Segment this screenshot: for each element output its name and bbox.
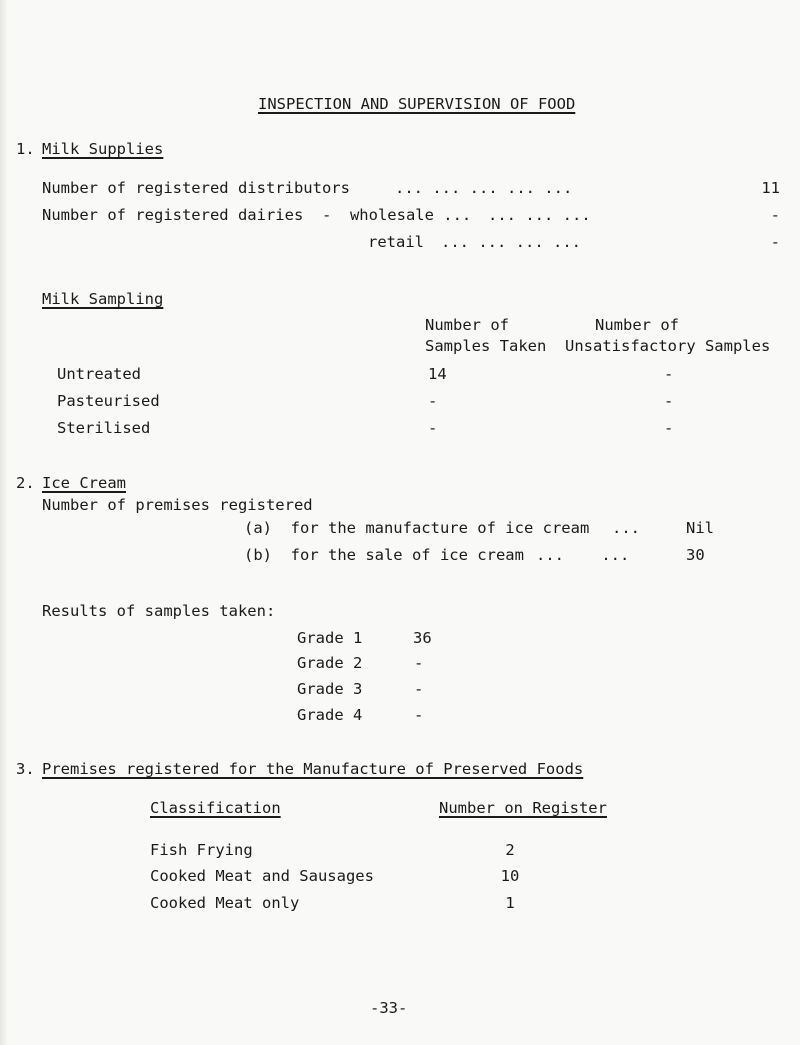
- dairies-retail-value: -: [770, 233, 780, 251]
- untreated-unsatisfactory: -: [664, 365, 674, 383]
- grade-4-value: -: [414, 706, 424, 724]
- premises-sale-leaders: ... ...: [536, 546, 630, 564]
- cooked-meat-only-value: 1: [505, 894, 515, 912]
- dairies-retail-label: retail: [368, 233, 424, 251]
- grade-3-label: Grade 3: [297, 680, 363, 698]
- dairies-wholesale-value: -: [770, 206, 780, 224]
- grade-3-value: -: [414, 680, 424, 698]
- pasteurised-taken: -: [428, 392, 438, 410]
- premises-manufacture-leaders: ...: [612, 519, 640, 537]
- sterilised-unsatisfactory: -: [664, 419, 674, 437]
- premises-sale-label: (b) for the sale of ice cream: [244, 546, 524, 564]
- samples-taken-header-line2: Samples Taken: [425, 337, 547, 355]
- classification-header: Classification: [150, 799, 281, 817]
- premises-registered-label: Number of premises registered: [42, 496, 313, 514]
- fish-frying-value: 2: [505, 841, 515, 859]
- milk-supplies-heading: Milk Supplies: [42, 140, 164, 158]
- grade-2-label: Grade 2: [297, 654, 363, 672]
- sterilised-label: Sterilised: [57, 419, 151, 437]
- cooked-meat-sausages-label: Cooked Meat and Sausages: [150, 867, 374, 885]
- cooked-meat-only-label: Cooked Meat only: [150, 894, 300, 912]
- milk-sampling-heading: Milk Sampling: [42, 290, 164, 308]
- pasteurised-label: Pasteurised: [57, 392, 160, 410]
- section-number-3: 3.: [16, 760, 35, 778]
- ice-cream-heading: Ice Cream: [42, 474, 126, 492]
- untreated-taken: 14: [428, 365, 447, 383]
- grade-1-label: Grade 1: [297, 629, 363, 647]
- unsatisfactory-header-line1: Number of: [595, 316, 679, 334]
- premises-manufacture-value: Nil: [686, 519, 714, 537]
- dairies-wholesale-label: Number of registered dairies - wholesale ...: [42, 206, 472, 224]
- page-title: INSPECTION AND SUPERVISION OF FOOD: [258, 95, 576, 113]
- untreated-label: Untreated: [57, 365, 141, 383]
- grade-4-label: Grade 4: [297, 706, 363, 724]
- grade-2-value: -: [414, 654, 424, 672]
- fish-frying-label: Fish Frying: [150, 841, 253, 859]
- premises-sale-value: 30: [686, 546, 705, 564]
- preserved-foods-heading: Premises registered for the Manufacture of Preserved Foods: [42, 760, 584, 778]
- page-number: -33-: [370, 999, 408, 1017]
- dairies-retail-leaders: ... ... ... ...: [441, 233, 581, 251]
- number-on-register-header: Number on Register: [439, 799, 607, 817]
- section-number-1: 1.: [16, 140, 35, 158]
- results-label: Results of samples taken:: [42, 602, 276, 620]
- distributors-leaders: ... ... ... ... ...: [395, 179, 573, 197]
- distributors-label: Number of registered distributors: [42, 179, 350, 197]
- scan-edge-shadow: [0, 0, 8, 1045]
- dairies-wholesale-leaders: ... ... ...: [488, 206, 591, 224]
- cooked-meat-sausages-value: 10: [500, 867, 520, 885]
- grade-1-value: 36: [413, 629, 432, 647]
- unsatisfactory-header-line2: Unsatisfactory Samples: [565, 337, 771, 355]
- samples-taken-header-line1: Number of: [425, 316, 509, 334]
- distributors-value: 11: [761, 179, 780, 197]
- pasteurised-unsatisfactory: -: [664, 392, 674, 410]
- section-number-2: 2.: [16, 474, 35, 492]
- premises-manufacture-label: (a) for the manufacture of ice cream: [244, 519, 590, 537]
- sterilised-taken: -: [428, 419, 438, 437]
